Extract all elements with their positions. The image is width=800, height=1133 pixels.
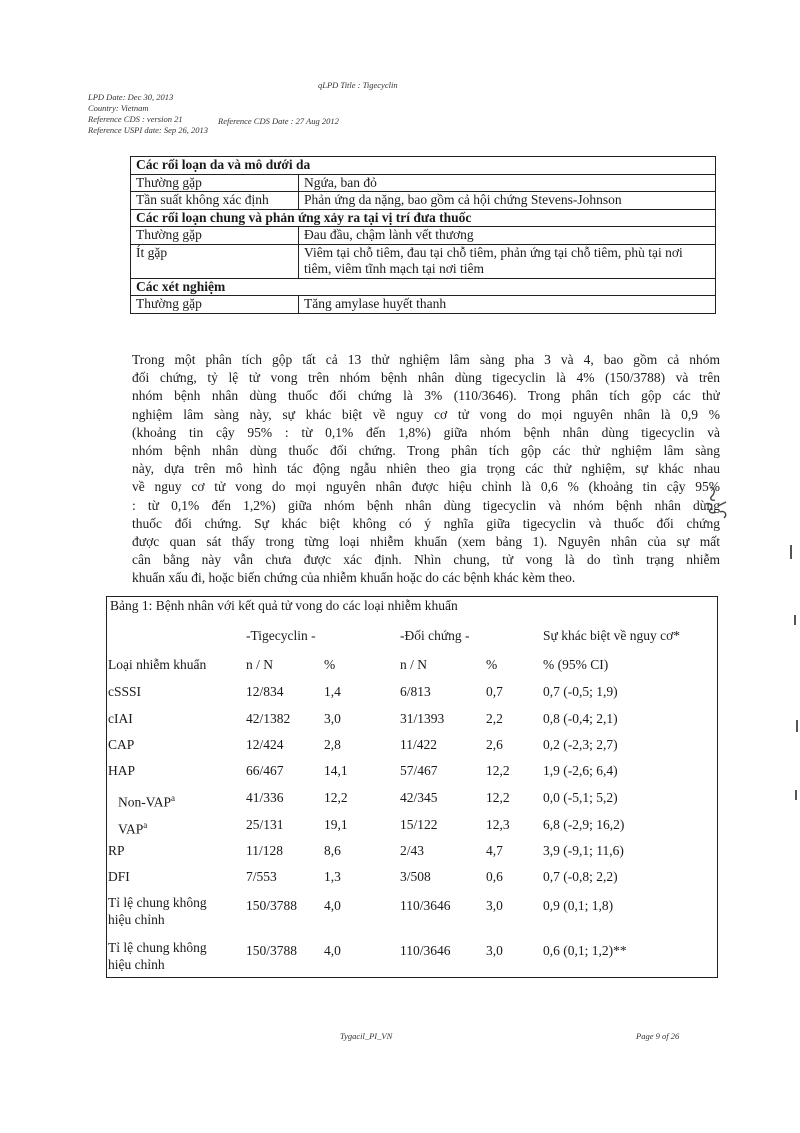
ae-description: Viêm tại chỗ tiêm, đau tại chỗ tiêm, phản ứng tại chỗ tiêm, phù tại nơi tiêm, viêm tĩnh mạch tại nơi tiêm	[299, 244, 716, 278]
footnote-marker: a	[143, 820, 148, 830]
cell-tp: 8,6	[324, 843, 341, 858]
cell-diff: 0,8 (-0,4; 2,1)	[543, 711, 618, 726]
header-ref-uspi: Reference USPI date: Sep 26, 2013	[88, 125, 209, 135]
header-lpd-date: LPD Date: Dec 30, 2013	[88, 92, 174, 102]
infection-type-label: cIAI	[108, 711, 133, 726]
footnote-marker: a	[171, 793, 176, 803]
cell-tp: 1,4	[324, 684, 341, 699]
paragraph-line: Trong một phân tích gộp tất cả 13 thử nghiệm lâm sàng pha 3 và 4, bao gồm cả nhóm	[132, 352, 720, 367]
cell-cp: 12,2	[486, 763, 510, 778]
cell-tp: 12,2	[324, 790, 348, 805]
cell-diff: 1,9 (-2,6; 6,4)	[543, 763, 618, 778]
paragraph-line: (khoảng tin cậy 95% : từ 0,1% đến 1,8%) giữa nhóm bệnh nhân dùng tigecyclin và	[132, 424, 720, 440]
cell-diff: 0,0 (-5,1; 5,2)	[543, 790, 618, 805]
ae-frequency: Thường gặp	[131, 227, 299, 245]
ae-section-title: Các xét nghiệm	[131, 278, 716, 296]
ae-description: Đau đầu, chậm lành vết thương	[299, 227, 716, 245]
paragraph-line: nhóm bệnh nhân dùng thuốc đối chứng là 3% (110/3646). Trong phân tích gộp các thử	[132, 388, 720, 404]
ae-frequency: Thường gặp	[131, 174, 299, 192]
cell-diff: 6,8 (-2,9; 16,2)	[543, 817, 625, 832]
paragraph-line: cân bằng này vẫn chưa được xác định. Nhìn chung, tử vong là do tình trạng nhiễm	[132, 552, 720, 568]
group-header: Sự khác biệt về nguy cơ*	[543, 628, 681, 643]
infection-type	[108, 869, 130, 885]
cell-tn: 12/424	[246, 737, 284, 752]
infection-type	[108, 684, 141, 700]
scan-edge-mark	[795, 790, 797, 800]
mortality-paragraph	[132, 351, 720, 588]
infection-type	[108, 711, 133, 727]
total-label-cont: hiệu chỉnh	[108, 957, 165, 972]
cell-cn: 6/813	[400, 684, 431, 699]
paragraph-line: đối chứng, tỷ lệ tử vong trên nhóm bệnh nhân dùng tigecyclin là 4% (150/3788) và trên	[132, 370, 720, 386]
infection-type	[108, 763, 135, 779]
scan-edge-mark	[794, 615, 796, 625]
infection-type-label: CAP	[108, 737, 135, 752]
total-cell-cp: 3,0	[486, 898, 503, 913]
ae-row	[131, 192, 716, 210]
total-cell-tp: 4,0	[324, 943, 341, 958]
ae-section-title: Các rối loạn da và mô dưới da	[131, 157, 716, 175]
cell-tp: 3,0	[324, 711, 341, 726]
total-label-cont: hiệu chỉnh	[108, 912, 165, 927]
cell-cp: 4,7	[486, 843, 503, 858]
cell-tp: 14,1	[324, 763, 348, 778]
cell-cp: 2,6	[486, 737, 503, 752]
cell-cn: 57/467	[400, 763, 438, 778]
ae-description: Tăng amylase huyết thanh	[299, 296, 716, 314]
ae-row	[131, 227, 716, 245]
ae-frequency: Thường gặp	[131, 296, 299, 314]
cell-cn: 15/122	[400, 817, 438, 832]
cell-cn: 3/508	[400, 869, 431, 884]
ae-row	[131, 296, 716, 314]
infection-type-label: VAP	[118, 821, 144, 837]
total-cell-cn: 110/3646	[400, 943, 451, 958]
paragraph-line: về nguy cơ tử vong do mọi nguyên nhân được hiệu chỉnh là 0,6 % (khoảng tin cậy 95%	[132, 479, 720, 495]
cell-cp: 12,3	[486, 817, 510, 832]
total-label: Tỉ lệ chung không	[108, 940, 207, 955]
column-header: % (95% CI)	[543, 657, 609, 672]
cell-tp: 2,8	[324, 737, 341, 752]
cell-tp: 1,3	[324, 869, 341, 884]
ae-row	[131, 244, 716, 278]
total-cell-tn: 150/3788	[246, 943, 298, 958]
infection-type-label: HAP	[108, 763, 136, 778]
results-table-caption: Bảng 1: Bệnh nhân với kết quả tử vong do các loại nhiễm khuẩn	[110, 598, 458, 613]
handwritten-mark	[700, 484, 734, 524]
cell-cp: 2,2	[486, 711, 503, 726]
ae-section-row	[131, 209, 716, 227]
cell-cn: 42/345	[400, 790, 438, 805]
ae-section-row	[131, 157, 716, 175]
infection-type	[108, 843, 125, 859]
infection-type-label: DFI	[108, 869, 130, 884]
infection-type	[118, 790, 175, 811]
ae-frequency: Ít gặp	[131, 244, 299, 278]
column-header: %	[324, 657, 336, 672]
paragraph-line: này, dựa trên mô hình tác động ngẫu nhiên theo gia trọng các thử nghiệm, sự khác nhau	[132, 461, 720, 477]
cell-tn: 42/1382	[246, 711, 291, 726]
cell-tn: 7/553	[246, 869, 277, 884]
header-ref-cds-date: Reference CDS Date : 27 Aug 2012	[218, 116, 339, 126]
cell-cp: 0,6	[486, 869, 503, 884]
ae-section-title: Các rối loạn chung và phản ứng xảy ra tại vị trí đưa thuốc	[131, 209, 716, 227]
cell-tn: 25/131	[246, 817, 284, 832]
cell-cn: 2/43	[400, 843, 425, 858]
infection-type	[118, 817, 147, 838]
total-cell-cp: 3,0	[486, 943, 503, 958]
scan-edge-mark	[790, 545, 792, 559]
paragraph-line: nghiệm lâm sàng này, sự khác biệt về nguy cơ tử vong do mọi nguyên nhân là 0,9 %	[132, 406, 720, 422]
total-cell-diff: 0,6 (0,1; 1,2)**	[543, 943, 627, 958]
cell-diff: 3,9 (-9,1; 11,6)	[543, 843, 624, 858]
infection-type-label: RP	[108, 843, 125, 858]
total-cell-cn: 110/3646	[400, 898, 451, 913]
cell-cp: 0,7	[486, 684, 503, 699]
cell-diff: 0,2 (-2,3; 2,7)	[543, 737, 618, 752]
header-meta	[88, 92, 208, 136]
header-ref-cds: Reference CDS : version 21	[88, 114, 183, 124]
cell-tp: 19,1	[324, 817, 348, 832]
column-header: n / N	[400, 657, 427, 672]
paragraph-line: : từ 0,1% đến 1,2%) giữa nhóm bệnh nhân dùng tigecyclin và nhóm bệnh nhân dùng	[132, 497, 720, 513]
infection-type-label: Non-VAP	[118, 794, 172, 810]
header-title: qLPD Title : Tigecyclin	[318, 80, 398, 90]
cell-diff: 0,7 (-0,8; 2,2)	[543, 869, 618, 884]
ae-description: Phản ứng da nặng, bao gồm cả hội chứng Stevens-Johnson	[299, 192, 716, 210]
column-header: Loại nhiễm khuẩn	[108, 657, 207, 672]
ae-row	[131, 174, 716, 192]
infection-type	[108, 737, 134, 753]
cell-cn: 31/1393	[400, 711, 445, 726]
group-header: -Đối chứng -	[400, 628, 470, 643]
ae-description: Ngứa, ban đỏ	[299, 174, 716, 192]
ae-frequency: Tần suất không xác định	[131, 192, 299, 210]
total-cell-diff: 0,9 (0,1; 1,8)	[543, 898, 614, 913]
paragraph-line: khuẩn xấu đi, hoặc biến chứng của nhiễm khuẩn hoặc do các bệnh khác kèm theo.	[132, 570, 576, 586]
paragraph-line: nhóm bệnh nhân dùng thuốc đối chứng. Trong phân tích gộp các thử nghiệm lâm sàng	[132, 443, 720, 459]
paragraph-line: được quan sát thấy trong từng loại nhiễm khuẩn (xem bảng 1). Nguyên nhân của sự mất	[132, 534, 720, 550]
paragraph-line: thuốc đối chứng. Sự khác biệt không có ý nghĩa giữa tigecyclin và thuốc đối chứng	[132, 515, 720, 531]
cell-tn: 66/467	[246, 763, 284, 778]
scan-edge-mark	[796, 720, 798, 732]
infection-type-label: cSSSI	[108, 684, 142, 699]
cell-diff: 0,7 (-0,5; 1,9)	[543, 684, 618, 699]
footer-page-number: Page 9 of 26	[636, 1031, 680, 1041]
column-header: %	[486, 657, 498, 672]
group-header: -Tigecyclin -	[246, 628, 316, 643]
cell-tn: 41/336	[246, 790, 284, 805]
adverse-effects-table	[130, 156, 716, 314]
total-label: Tỉ lệ chung không	[108, 895, 207, 910]
cell-tn: 12/834	[246, 684, 284, 699]
total-cell-tn: 150/3788	[246, 898, 298, 913]
total-cell-tp: 4,0	[324, 898, 341, 913]
header-country: Country: Vietnam	[88, 103, 149, 113]
cell-tn: 11/128	[246, 843, 283, 858]
results-table-border	[106, 596, 718, 978]
column-header: n / N	[246, 657, 273, 672]
cell-cn: 11/422	[400, 737, 437, 752]
cell-cp: 12,2	[486, 790, 510, 805]
ae-section-row	[131, 278, 716, 296]
footer-doc-name: Tygacil_PI_VN	[340, 1031, 393, 1041]
